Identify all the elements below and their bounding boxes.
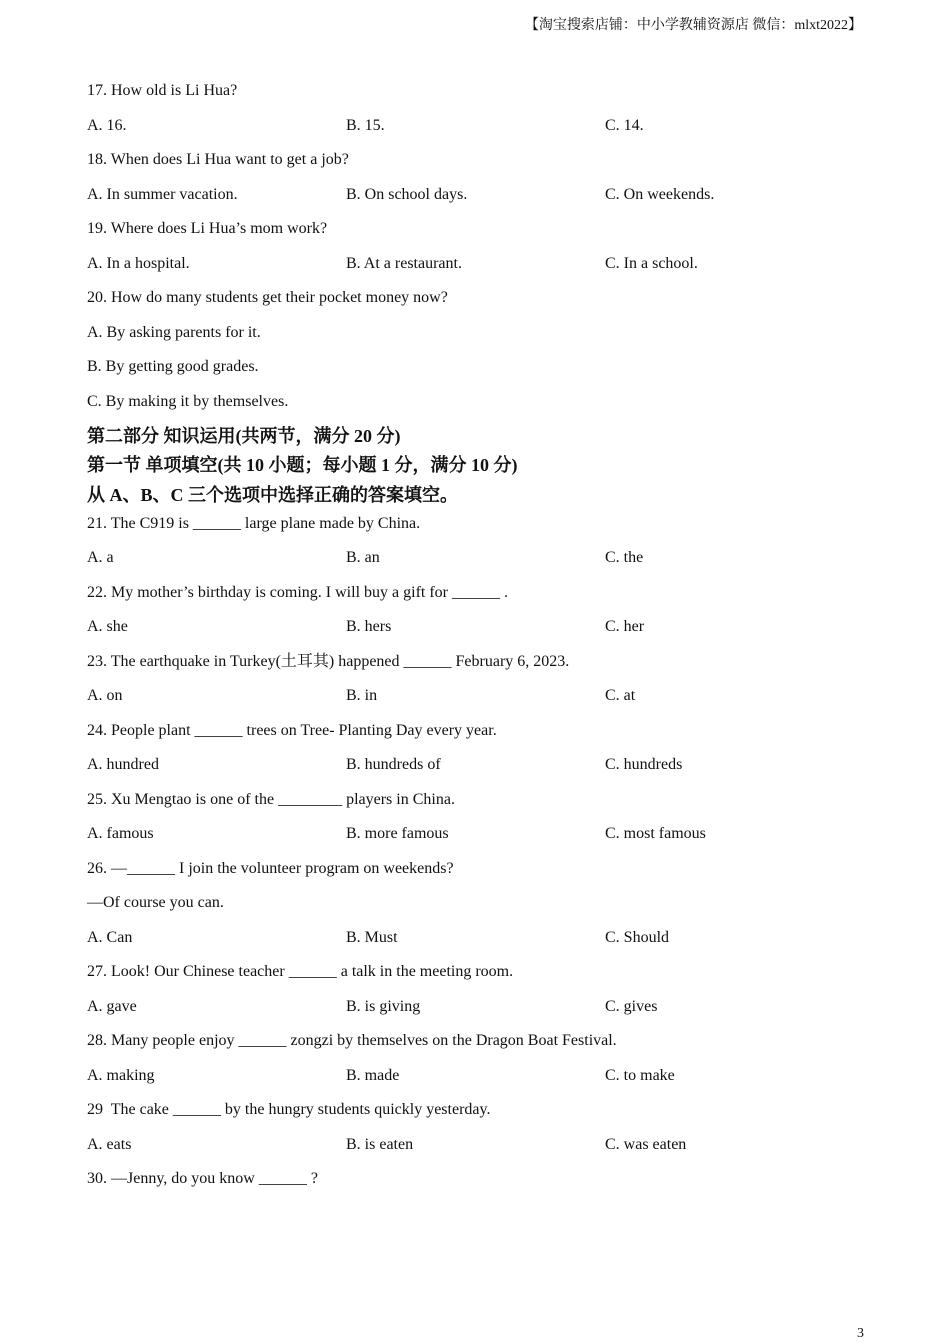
option-b: B. hundreds of [346,756,441,774]
shop-header: 【淘宝搜索店铺：中小学教辅资源店 微信：mlxt2022】 [524,18,862,33]
part-title: 第二部分 知识运用(共两节，满分 20 分) [87,426,401,446]
options-29 [87,1133,887,1168]
question-25: 25. Xu Mengtao is one of the ________ players in China. [87,790,455,808]
option-a: A. she [87,618,128,636]
option-a: A. on [87,687,123,705]
question-22: 22. My mother’s birthday is coming. I will buy a gift for ______ . [87,583,508,601]
option-c: C. Should [605,928,670,946]
option-b: B. On school days. [346,185,468,203]
option-c: C. By making it by themselves. [87,392,289,410]
option-c: C. most famous [605,825,706,843]
option-a: A. a [87,549,114,567]
option-c: C. gives [605,997,658,1015]
question-30: 30. —Jenny, do you know ______ ? [87,1170,318,1188]
question-17: 17. How old is Li Hua? [87,82,238,99]
option-a: A. 16. [87,116,127,134]
options-22 [87,615,887,650]
question-27: 27. Look! Our Chinese teacher ______ a talk in the meeting room. [87,963,514,981]
option-b: B. in [346,687,378,705]
option-b: B. is giving [346,997,421,1015]
option-a: A. famous [87,825,154,843]
option-c: C. 14. [605,116,644,134]
options-17 [87,114,887,149]
options-18 [87,183,887,218]
options-25 [87,822,887,857]
question-24: 24. People plant ______ trees on Tree- Planting Day every year. [87,721,497,739]
question-26-reply: —Of course you can. [87,894,224,912]
option-a: A. eats [87,1135,132,1153]
question-26: 26. —______ I join the volunteer program on weekends? [87,859,454,877]
option-b: B. more famous [346,825,449,843]
options-24 [87,753,887,788]
option-a: A. gave [87,997,137,1015]
section-instruction: 从 A、B、C 三个选项中选择正确的答案填空。 [87,484,459,505]
option-c: C. In a school. [605,254,698,272]
question-21: 21. The C919 is ______ large plane made by China. [87,514,421,532]
option-b: B. 15. [346,116,385,134]
option-a: A. In a hospital. [87,254,190,272]
option-a: A. making [87,1066,155,1084]
options-23 [87,684,887,719]
option-b: B. is eaten [346,1135,414,1153]
section-title: 第一节 单项填空(共 10 小题；每小题 1 分，满分 10 分) [87,455,518,476]
option-b: B. an [346,549,380,567]
options-19 [87,252,887,287]
question-18: 18. When does Li Hua want to get a job? [87,151,349,168]
option-c: C. was eaten [605,1135,687,1153]
options-26 [87,926,887,961]
option-b: B. made [346,1066,400,1084]
exam-content [87,79,887,1202]
option-a: A. hundred [87,756,159,774]
option-a: A. In summer vacation. [87,185,238,203]
question-20: 20. How do many students get their pocket money now? [87,289,448,306]
option-a: A. Can [87,928,133,946]
option-c: C. at [605,687,636,705]
question-19: 19. Where does Li Hua’s mom work? [87,220,328,237]
option-c: C. her [605,618,645,636]
question-28: 28. Many people enjoy ______ zongzi by themselves on the Dragon Boat Festival. [87,1032,617,1050]
options-28 [87,1064,887,1099]
option-b: B. hers [346,618,392,636]
question-29: 29 The cake ______ by the hungry students quickly yesterday. [87,1101,491,1119]
option-a: A. By asking parents for it. [87,323,261,341]
question-23: 23. The earthquake in Turkey(土耳其) happened ______ February 6, 2023. [87,652,570,670]
page-number: 3 [857,1326,864,1341]
option-c: C. hundreds [605,756,683,774]
options-27 [87,995,887,1030]
options-21 [87,546,887,581]
option-c: C. On weekends. [605,185,715,203]
option-c: C. to make [605,1066,675,1084]
option-b: B. By getting good grades. [87,358,259,375]
option-b: B. At a restaurant. [346,254,462,272]
option-b: B. Must [346,928,398,946]
option-c: C. the [605,549,644,567]
